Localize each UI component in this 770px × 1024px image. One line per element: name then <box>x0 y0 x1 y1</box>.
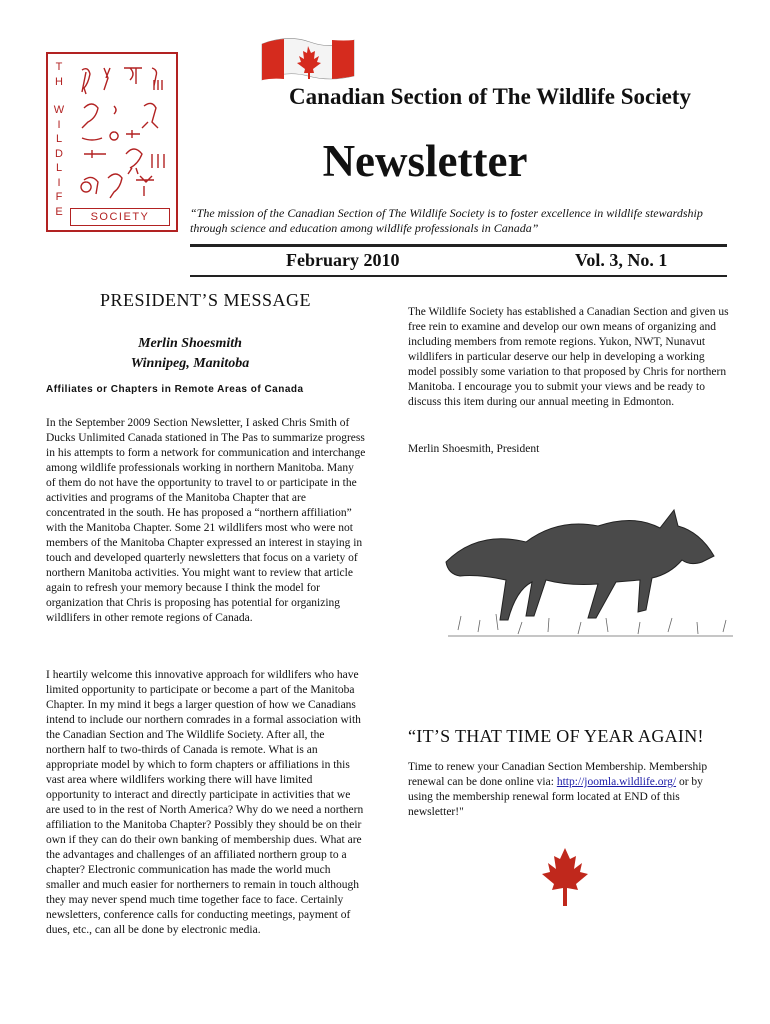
logo-letter: W <box>53 104 65 116</box>
logo-letter: L <box>55 133 63 145</box>
article-paragraph: In the September 2009 Section Newsletter, I asked Chris Smith of Ducks Unlimited Canada stationed in The Pas to summarize progress in his attempts to form a network for communication and interchange among wildlife professionals working in northern Manitoba. Many of them do not have the opportunity to travel to or participate in the activities and programs of the Manitoba Chapter that are concentrated in the south. He has proposed a “northern affiliation” with the Manitoba Chapter. Some 21 wildlifers most who were not members of the Manitoba Chapter expressed an interest in staying in touch and developed quarterly newsletters that focus on a variety of northern Manitoba activities. You might want to review that article again to refresh your memory because I think the model for organization that Chris is proposing has potential for organizing wildlifers in other remote regions of Canada. <box>46 417 366 624</box>
logo-letter: T <box>55 61 63 73</box>
header-rule-top <box>190 244 727 247</box>
logo-letter: F <box>55 191 63 203</box>
hieroglyph-animals-icon <box>74 62 170 207</box>
logo-letter: L <box>55 162 63 174</box>
logo-letter: E <box>55 205 63 218</box>
header-rule-bottom <box>190 275 727 277</box>
renewal-text-after: or by using the membership renewal form located at END of this newsletter!" <box>408 776 703 818</box>
presidents-message-heading: PRESIDENT’S MESSAGE <box>100 290 312 310</box>
membership-link[interactable]: http://joomla.wildlife.org/ <box>556 776 677 788</box>
canadian-flag-icon <box>258 32 358 86</box>
renewal-text <box>408 760 730 820</box>
renewal-text-before: Time to renew your Canadian Section Membership. Membership renewal can be done online via: <box>408 761 708 788</box>
renewal-heading: “IT’S THAT TIME OF YEAR AGAIN! <box>408 726 704 746</box>
mission-statement: “The mission of the Canadian Section of The Wildlife Society is to foster excellence in wildlife stewardship through science and education among wildlife professionals in Canada” <box>190 206 703 235</box>
article-subheading: Affiliates or Chapters in Remote Areas of Canada <box>46 384 304 395</box>
maple-leaf-icon <box>538 846 592 908</box>
fox-illustration-icon <box>438 470 738 645</box>
logo-gap <box>52 89 66 103</box>
author-block <box>100 334 280 374</box>
organization-title: Canadian Section of The Wildlife Society <box>289 84 691 109</box>
issue-date: February 2010 <box>286 250 400 270</box>
logo-letter: I <box>57 176 61 189</box>
signature: Merlin Shoesmith, President <box>408 443 540 455</box>
article-paragraph: I heartily welcome this innovative approach for wildlifers who have limited opportunity to participate or become a part of the Manitoba Chapter. In my mind it begs a larger question of how we Canadians intend to include our northern comrades in a formal association with the Canadian Section and The Wildlife Society. After all, the northern half to two-thirds of Canada is remote. What is an appropriate model by which to form chapters or affiliations in this vast area where wildlifers working there will have limited opportunity to interact and directly participate in activities that we are used to in the rest of North America? Why do we need a northern affiliation to the Manitoba Chapter? Possibly they should be on their own if they can do their own banking of membership dues. What are the advantages and challenges of an affiliated northern group to a chapter? Electronic communication has made the world much smaller and much easier for northerners to remain in touch although they may never spend much time together face to face. Certainly newsletters, conference calls for conducting meetings, payment of dues, etc., can all be done by electronic media. <box>46 669 364 936</box>
author-location: Winnipeg, Manitoba <box>130 356 250 371</box>
issue-volume: Vol. 3, No. 1 <box>575 250 668 270</box>
logo-letter: H <box>55 75 63 88</box>
logo-vertical-letters <box>52 60 66 219</box>
wildlife-society-logo <box>46 52 178 232</box>
newsletter-title: Newsletter <box>322 136 528 186</box>
author-name: Merlin Shoesmith <box>138 336 242 351</box>
article-paragraph: The Wildlife Society has established a Canadian Section and given us free rein to examine and develop our own means of organizing and including members from remote regions. Yukon, NWT, Nunavut wildlifers in particular deserve our help in developing a working model possibly some variation to that proposed by Chris for northern Manitoba. I encourage you to submit your views and be ready to discuss this item during our annual meeting in Edmonton. <box>408 306 729 408</box>
logo-society-label: SOCIETY <box>70 208 170 226</box>
logo-letter: D <box>55 147 63 160</box>
logo-letter: I <box>57 118 61 131</box>
